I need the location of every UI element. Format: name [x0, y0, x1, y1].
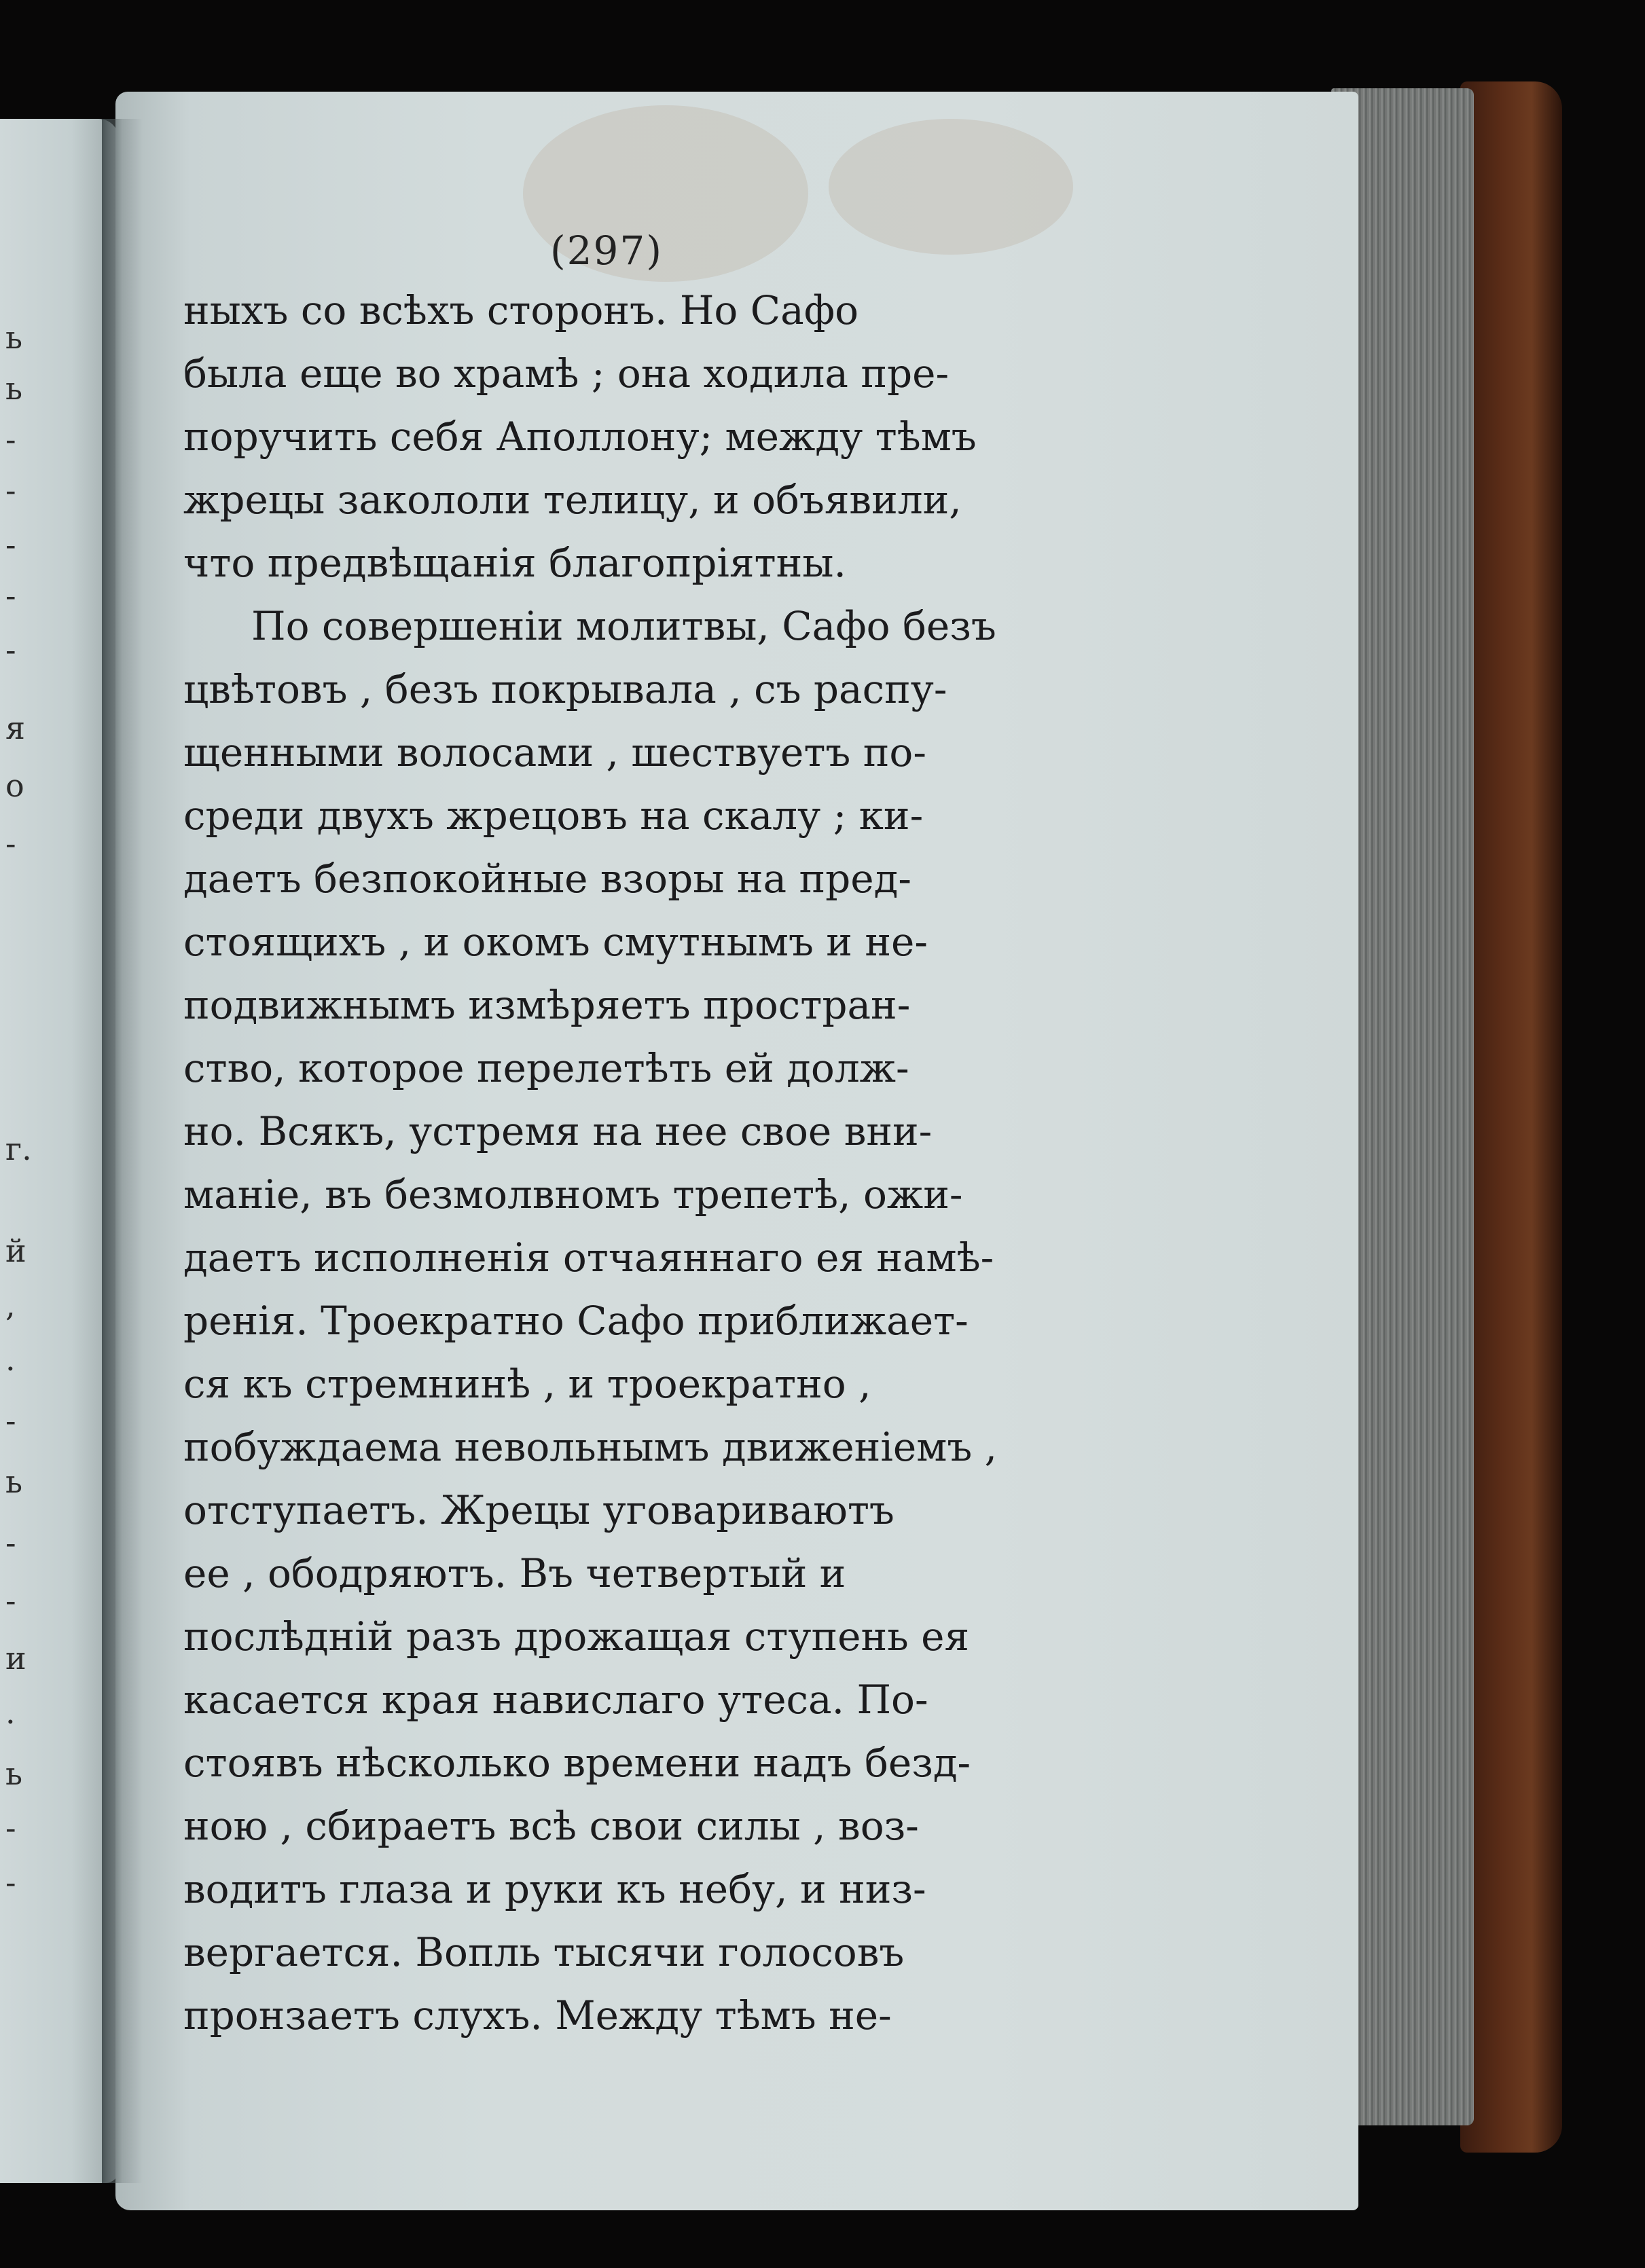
text-line: ее , ободряютъ. Въ четвертый и	[183, 1550, 846, 1596]
text-line: стоявъ нѣсколько времени надъ безд-	[183, 1740, 971, 1786]
text-line: была еще во храмѣ ; она ходила пре-	[183, 350, 950, 397]
gutter-shadow	[102, 119, 143, 2183]
margin-char: ь	[5, 1463, 23, 1500]
margin-char: -	[5, 825, 16, 862]
margin-char: -	[5, 1524, 16, 1561]
text-line: подвижнымъ измѣряетъ простран-	[183, 982, 911, 1028]
text-line: ныхъ со всѣхъ сторонъ. Но Сафо	[183, 287, 859, 333]
margin-char: -	[5, 632, 16, 668]
text-line: даетъ исполненія отчаяннаго ея намѣ-	[183, 1234, 994, 1281]
text-line: послѣдній разъ дрожащая ступень ея	[183, 1613, 970, 1660]
margin-char: -	[5, 1864, 16, 1901]
margin-char: -	[5, 1402, 16, 1439]
page-number: (297)	[550, 227, 663, 274]
margin-char: ь	[5, 1755, 23, 1792]
text-line: поручить себя Аполлону; между тѣмъ	[183, 414, 977, 460]
text-line: отступаетъ. Жрецы уговариваютъ	[183, 1487, 894, 1533]
text-line: жрецы закололи телицу, и объявили,	[183, 477, 962, 523]
text-line: что предвѣщанія благопріятны.	[183, 540, 846, 586]
text-line: По совершеніи молитвы, Сафо безъ	[251, 603, 996, 649]
text-line: вергается. Вопль тысячи голосовъ	[183, 1929, 905, 1975]
text-line: даетъ безпокойные взоры на пред-	[183, 856, 911, 902]
margin-char: -	[5, 1810, 16, 1846]
text-line: ренія. Троекратно Сафо приближает-	[183, 1298, 969, 1344]
margin-char: .	[5, 1341, 16, 1378]
margin-char: и	[5, 1640, 26, 1677]
text-line: стоящихъ , и окомъ смутнымъ и не-	[183, 919, 928, 965]
margin-char: -	[5, 526, 16, 563]
margin-char: й	[5, 1232, 26, 1269]
text-line: ся къ стремнинѣ , и троекратно ,	[183, 1361, 871, 1407]
margin-char: ь	[5, 319, 23, 356]
previous-page	[0, 119, 119, 2183]
previous-page-margin-text	[0, 119, 41, 2183]
text-line: маніе, въ безмолвномъ трепетѣ, ожи-	[183, 1171, 963, 1218]
margin-char: -	[5, 472, 16, 509]
margin-char: -	[5, 577, 16, 614]
text-line: касается края навислаго утеса. По-	[183, 1677, 928, 1723]
text-line: ство, которое перелетѣть ей долж-	[183, 1045, 909, 1091]
text-line: пронзаетъ слухъ. Между тѣмъ не-	[183, 1992, 892, 2038]
margin-char: ,	[5, 1287, 16, 1323]
text-line: ною , сбираетъ всѣ свои силы , воз-	[183, 1803, 919, 1849]
margin-char: -	[5, 1582, 16, 1619]
text-line: водитъ глаза и руки къ небу, и низ-	[183, 1866, 926, 1912]
margin-char: о	[5, 767, 24, 804]
margin-char: г.	[5, 1131, 32, 1167]
text-line: но. Всякъ, устремя на нее свое вни-	[183, 1108, 933, 1154]
margin-char: -	[5, 421, 16, 458]
margin-char: я	[5, 710, 26, 746]
margin-char: ь	[5, 370, 23, 407]
margin-char: .	[5, 1694, 16, 1731]
text-line: побуждаема невольнымъ движеніемъ ,	[183, 1424, 998, 1470]
text-line: цвѣтовъ , безъ покрывала , съ распу-	[183, 666, 947, 712]
text-line: среди двухъ жрецовъ на скалу ; ки-	[183, 792, 924, 839]
paper-stain	[829, 119, 1073, 255]
leather-binding	[1460, 81, 1562, 2153]
text-line: щенными волосами , шествуетъ по-	[183, 729, 926, 775]
